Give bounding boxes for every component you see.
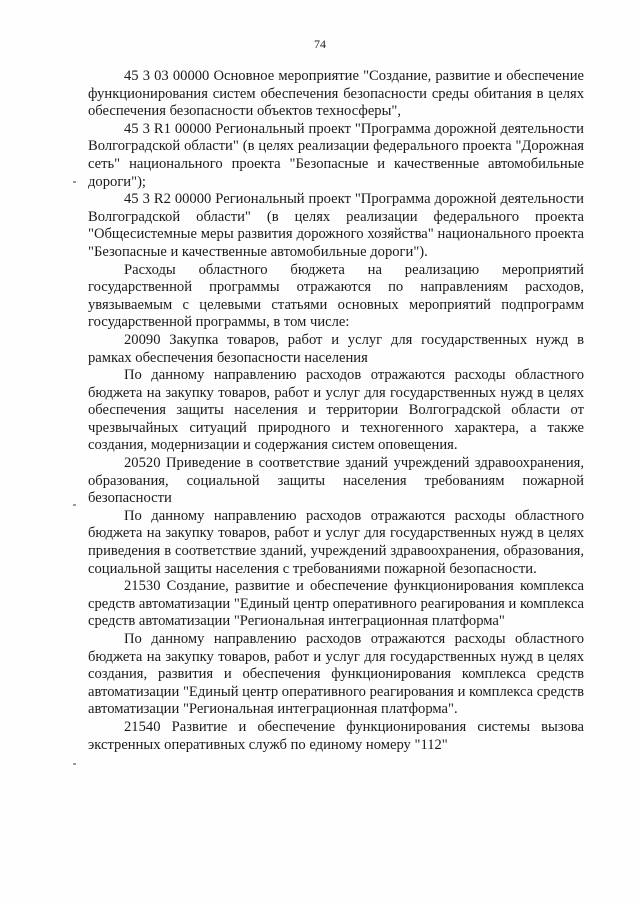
scan-speck (73, 504, 76, 506)
paragraph-expenses-intro: Расходы областного бюджета на реализацию мероприятий государственной программы отражаются по направлениям расходов, увязываемым с целевыми статьями основных мероприятий подпрограмм государственной программы, в том числе: (88, 261, 584, 331)
scan-speck (73, 181, 76, 183)
paragraph-heading-20090: 20090 Закупка товаров, работ и услуг для государственных нужд в рамках обеспечения безопасности населения (88, 331, 584, 366)
paragraph-heading-21530: 21530 Создание, развитие и обеспечение функционирования комплекса средств автоматизации "Единый центр оперативного реагирования и комплекса средств автоматизации "Региональная интеграционная платформа" (88, 578, 584, 630)
paragraph-description-20090: По данному направлению расходов отражаются расходы областного бюджета на закупку товаров, работ и услуг для государственных нужд в целях обеспечения защиты населения и территории Волгоградской области от чрезвычайных ситуаций природного и техногенного характера, а также создания, модернизации и содержания систем оповещения. (88, 367, 584, 454)
paragraph-description-20520: По данному направлению расходов отражаются расходы областного бюджета на закупку товаров, работ и услуг для государственных нужд в целях приведения в соответствие зданий, учреждений здравоохранения, образования, социальной защиты населения с требованиями пожарной безопасности. (88, 507, 584, 577)
paragraph-code-45-3-03: 45 3 03 00000 Основное мероприятие "Создание, развитие и обеспечение функционирования систем обеспечения безопасности среды обитания в целях обеспечения безопасности объектов техносферы", (88, 68, 584, 120)
paragraph-heading-20520: 20520 Приведение в соответствие зданий учреждений здравоохранения, образования, социальной защиты населения требованиям пожарной безопасности (88, 455, 584, 507)
paragraph-heading-21540: 21540 Развитие и обеспечение функционирования системы вызова экстренных оперативных служб по единому номеру "112" (88, 718, 584, 753)
page-number: 74 (314, 37, 326, 51)
paragraph-code-45-3-r2: 45 3 R2 00000 Региональный проект "Программа дорожной деятельности Волгоградской области" (в целях реализации федерального проекта "Общесистемные меры развития дорожного хозяйства" национального проекта "Безопасные и качественные автомобильные дороги"). (88, 191, 584, 260)
document-body (88, 68, 584, 754)
scan-speck (73, 763, 76, 765)
paragraph-description-21530: По данному направлению расходов отражаются расходы областного бюджета на закупку товаров, работ и услуг для государственных нужд в целях создания, развития и обеспечения функционирования комплекса средств автоматизации "Единый центр оперативного реагирования и комплекса средств автоматизации "Региональная интеграционная платформа". (88, 631, 584, 718)
paragraph-code-45-3-r1: 45 3 R1 00000 Региональный проект "Программа дорожной деятельности Волгоградской области" (в целях реализации федерального проекта "Дорожная сеть" национального проекта "Безопасные и качественные автомобильные дороги"); (88, 120, 584, 190)
